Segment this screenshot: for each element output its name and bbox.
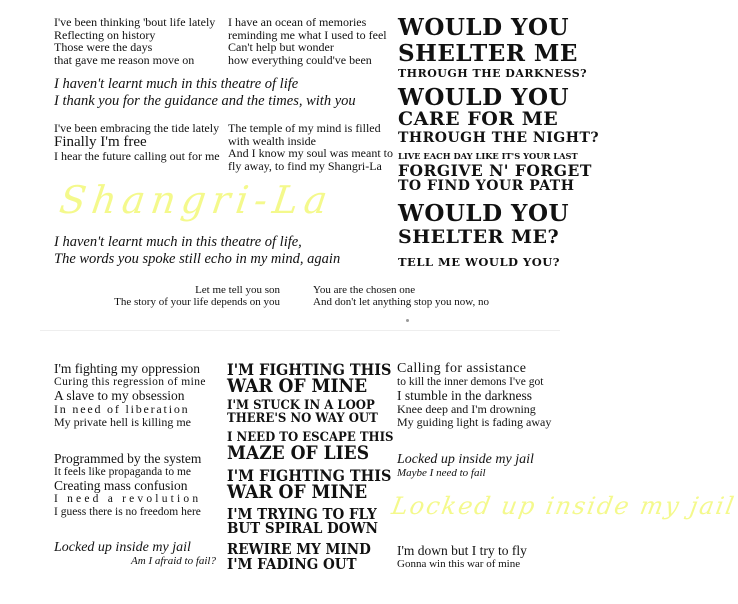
lyric-line: My private hell is killing me bbox=[54, 415, 191, 430]
lyric-line: I guess there is no freedom here bbox=[54, 506, 201, 519]
right-shelter-me-1: SHELTER ME bbox=[398, 40, 578, 67]
center-war-of-mine-2: WAR OF MINE bbox=[227, 481, 368, 503]
lyric-line: A slave to my obsession bbox=[54, 388, 185, 404]
right-would-you-2: WOULD YOU bbox=[398, 84, 570, 111]
lyric-line: I'm down but I try to fly bbox=[397, 543, 527, 558]
lyric-line: I haven't learnt much in this theatre of life, bbox=[54, 234, 302, 250]
right-live-each-day: LIVE EACH DAY LIKE IT'S YOUR LAST bbox=[398, 151, 578, 161]
lyric-line: Gonna win this war of mine bbox=[397, 558, 521, 570]
bottom-left-block3 bbox=[54, 540, 216, 567]
lyric-line: In need of liberation bbox=[54, 401, 190, 416]
lyric-line: It feels like propaganda to me bbox=[54, 465, 191, 478]
lyric-line: I'm fighting my oppression bbox=[54, 361, 201, 376]
lyric-line: And don't let anything stop you now, no bbox=[313, 296, 490, 308]
lyric-line: Creating mass confusion bbox=[54, 478, 188, 494]
center-fighting-1: I'M FIGHTING THIS bbox=[227, 360, 392, 379]
lyric-line: The words you spoke still echo in my mind, again bbox=[54, 251, 341, 267]
lyric-line: Programmed by the system bbox=[54, 451, 202, 466]
center-fading-out: I'M FADING OUT bbox=[227, 555, 357, 573]
center-war-of-mine-1: WAR OF MINE bbox=[227, 375, 368, 397]
lyric-line: I've been embracing the tide lately bbox=[54, 121, 220, 135]
top-col2-block2 bbox=[228, 122, 393, 172]
lyric-line: I have an ocean of memories bbox=[228, 15, 367, 29]
lyric-line: I hear the future calling out for me bbox=[54, 149, 220, 163]
right-find-your-path: TO FIND YOUR PATH bbox=[398, 178, 575, 194]
son-block-left bbox=[96, 284, 280, 308]
lyric-line: to kill the inner demons I've got bbox=[397, 375, 544, 388]
bottom-left-block1 bbox=[54, 362, 206, 430]
center-stuck-loop: I'M STUCK IN A LOOP bbox=[227, 398, 375, 413]
right-through-night: THROUGH THE NIGHT? bbox=[398, 130, 600, 146]
lyric-line: how everything could've been bbox=[228, 52, 372, 67]
bottom-right-block3 bbox=[397, 544, 527, 570]
lyric-line: Maybe I need to fail bbox=[397, 467, 486, 479]
center-no-way-out: THERE'S NO WAY OUT bbox=[227, 411, 378, 426]
center-rewire-mind: REWIRE MY MIND bbox=[227, 540, 371, 558]
lyric-line: fly away, to find my Shangri-La bbox=[228, 158, 382, 173]
center-fighting-2: I'M FIGHTING THIS bbox=[227, 466, 392, 485]
lyric-line: The story of your life depends on you bbox=[114, 296, 280, 308]
lyric-line: Finally I'm free bbox=[54, 134, 147, 150]
bottom-left-block2 bbox=[54, 452, 201, 520]
lyric-line: reminding me what I used to feel bbox=[228, 27, 387, 42]
dot-mark bbox=[406, 319, 409, 322]
yellow-scribble-shangri-la: Shangri-La bbox=[56, 178, 337, 222]
bottom-right-block1 bbox=[397, 362, 551, 430]
top-col1-block1 bbox=[54, 16, 215, 66]
right-forgive-forget: FORGIVE N' FORGET bbox=[398, 161, 592, 180]
lyric-line: And I know my soul was meant to bbox=[228, 146, 393, 160]
lyric-line: I haven't learnt much in this theatre of life bbox=[54, 76, 299, 92]
center-trying-to-fly: I'M TRYING TO FLY bbox=[227, 505, 377, 523]
lyric-line: You are the chosen one bbox=[313, 284, 416, 296]
top-col2-block1 bbox=[228, 16, 387, 66]
lyric-line: Locked up inside my jail bbox=[397, 452, 534, 467]
lyric-line: Calling for assistance bbox=[397, 361, 527, 376]
lyric-line: Am I afraid to fail? bbox=[131, 555, 216, 567]
right-would-you-3: WOULD YOU bbox=[398, 200, 570, 227]
lyric-line: I need a revolution bbox=[54, 492, 202, 505]
lyric-line: My guiding light is fading away bbox=[397, 415, 552, 430]
lyric-line: Reflecting on history bbox=[54, 27, 156, 42]
yellow-scribble-locked-up: Locked up inside my jail bbox=[389, 492, 738, 520]
top-italic-block1 bbox=[54, 76, 356, 110]
right-through-darkness: THROUGH THE DARKNESS? bbox=[398, 67, 588, 80]
lyric-line: with wealth inside bbox=[228, 133, 316, 148]
bottom-right-block2 bbox=[397, 452, 534, 479]
lyric-line: I thank you for the guidance and the times, with you bbox=[54, 93, 356, 109]
top-italic-block2 bbox=[54, 234, 340, 268]
center-spiral-down: BUT SPIRAL DOWN bbox=[227, 519, 379, 537]
right-would-you-1: WOULD YOU bbox=[398, 14, 570, 41]
lyric-line: Curing this regression of mine bbox=[54, 375, 206, 388]
lyric-line: I've been thinking 'bout life lately bbox=[54, 15, 216, 29]
section-divider bbox=[40, 330, 560, 331]
lyric-line: Locked up inside my jail bbox=[54, 540, 191, 555]
lyric-line: Knee deep and I'm drowning bbox=[397, 401, 536, 416]
right-care-for-me: CARE FOR ME bbox=[398, 108, 559, 130]
son-block-right bbox=[313, 284, 489, 308]
center-escape-this: I NEED TO ESCAPE THIS bbox=[227, 430, 394, 445]
right-tell-me-would-you: TELL ME WOULD YOU? bbox=[398, 255, 561, 269]
lyric-line: Those were the days bbox=[54, 40, 153, 54]
lyric-line: that gave me reason move on bbox=[54, 52, 195, 67]
lyric-line: Can't help but wonder bbox=[228, 40, 334, 54]
lyric-line: The temple of my mind is filled bbox=[228, 121, 381, 135]
right-shelter-me-2: SHELTER ME? bbox=[398, 226, 560, 248]
lyric-line: Let me tell you son bbox=[195, 284, 280, 296]
lyric-line: I stumble in the darkness bbox=[397, 388, 532, 404]
top-col1-block2 bbox=[54, 122, 220, 163]
center-maze-of-lies: MAZE OF LIES bbox=[227, 442, 370, 464]
